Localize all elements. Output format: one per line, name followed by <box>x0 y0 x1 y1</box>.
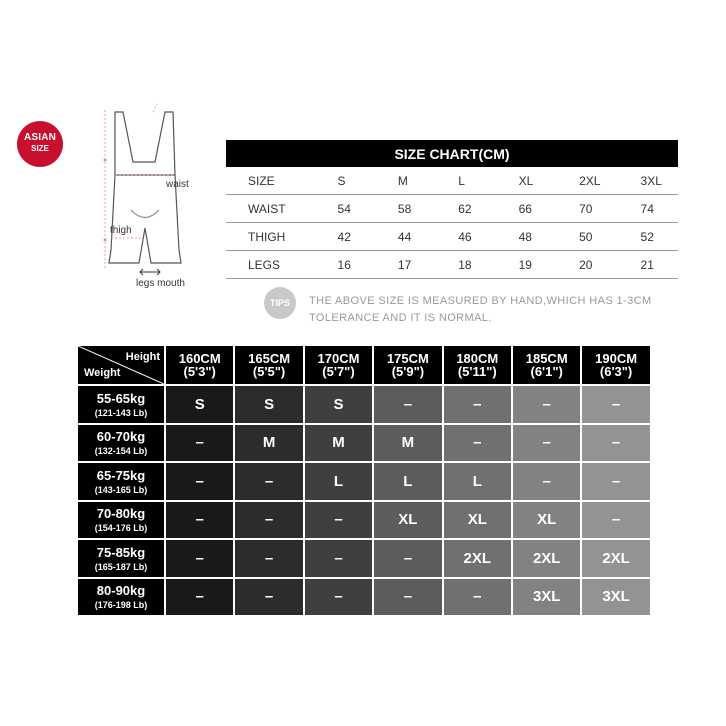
size-chart-row <box>226 251 678 279</box>
weight-row-header <box>78 425 166 464</box>
size-guide-cell <box>235 579 304 618</box>
weight-kg: 65-75kg <box>96 467 146 483</box>
size-guide-value: – <box>264 472 274 490</box>
size-guide-value: – <box>334 549 343 567</box>
height-ft: (5'11") <box>457 364 497 379</box>
size-guide-cell <box>235 502 304 541</box>
weight-lb: (121-143 Lb) <box>94 407 148 418</box>
height-cm: 185CM <box>525 351 568 366</box>
size-guide-value: S <box>264 395 275 413</box>
size-guide-value: – <box>542 472 551 490</box>
size-guide-cell <box>235 540 304 579</box>
tips-line1: THE ABOVE SIZE IS MEASURED BY HAND,WHICH HAS 1-3CM <box>309 295 652 307</box>
size-chart-cell: 66 <box>495 195 556 223</box>
size-guide-value: – <box>264 588 274 606</box>
height-header <box>582 346 651 386</box>
height-cm: 160CM <box>178 351 221 366</box>
height-header <box>374 346 443 386</box>
size-guide-value: – <box>403 588 413 606</box>
size-guide-value: – <box>334 588 343 606</box>
weight-lb: (143-165 Lb) <box>94 484 148 495</box>
size-guide-value: – <box>264 511 274 529</box>
size-guide-value: L <box>403 472 413 490</box>
size-chart-cell: 18 <box>434 251 494 279</box>
size-guide-value: – <box>473 588 482 606</box>
size-chart-cell: 50 <box>555 223 616 251</box>
size-guide-cell <box>305 579 374 618</box>
tips-line2: TOLERANCE AND IT IS NORMAL. <box>309 312 492 324</box>
size-chart-cell: L <box>434 167 494 195</box>
size-guide-cell <box>235 425 304 464</box>
size-guide-value: – <box>403 549 413 567</box>
size-guide-value: S <box>194 395 205 413</box>
size-guide-value: 2XL <box>463 549 492 567</box>
size-guide-cell <box>166 425 235 464</box>
height-header <box>444 346 513 386</box>
size-chart-cell: 74 <box>617 195 678 223</box>
weight-row-header <box>78 540 166 579</box>
size-chart-cell: 52 <box>617 223 678 251</box>
badge-line2: SIZE <box>31 144 49 153</box>
size-guide-value: – <box>611 472 621 490</box>
size-chart-row-label: THIGH <box>226 223 314 251</box>
size-guide-value: – <box>542 434 551 452</box>
size-guide-cell <box>444 425 513 464</box>
size-guide-value: – <box>195 511 204 529</box>
weight-kg: 55-65kg <box>96 390 146 406</box>
weight-kg: 70-80kg <box>96 506 146 522</box>
size-chart-cell: 48 <box>495 223 556 251</box>
tips-icon: TIPS <box>264 287 296 319</box>
size-chart-row <box>226 223 678 251</box>
weight-row-header <box>78 502 166 541</box>
size-chart-title: SIZE CHART(CM) <box>226 140 678 167</box>
size-chart-row-label: WAIST <box>226 195 314 223</box>
size-chart-cell: 58 <box>374 195 434 223</box>
size-guide-value: XL <box>537 511 557 529</box>
size-guide-cell <box>166 386 235 425</box>
height-header <box>305 346 374 386</box>
size-guide-cell <box>305 386 374 425</box>
size-guide-value: – <box>403 395 413 413</box>
size-guide-value: M <box>262 434 276 452</box>
size-chart-cell: 19 <box>495 251 556 279</box>
size-chart-cell: 21 <box>617 251 678 279</box>
size-chart-cell: XL <box>495 167 556 195</box>
size-guide-cell <box>444 502 513 541</box>
size-chart-cell: 54 <box>314 195 374 223</box>
size-guide-cell <box>582 579 651 618</box>
height-ft: (5'9") <box>391 364 425 379</box>
size-guide-value: – <box>611 395 621 413</box>
weight-row-header <box>78 579 166 618</box>
size-guide-value: 2XL <box>532 549 561 567</box>
size-guide-value: M <box>332 434 345 452</box>
size-chart-cell: 3XL <box>617 167 678 195</box>
height-ft: (6'3") <box>599 364 633 379</box>
size-guide-value: – <box>264 549 274 567</box>
size-guide-cell <box>513 502 582 541</box>
legs-mouth-arrow-icon <box>138 268 162 276</box>
size-guide-cell <box>444 579 513 618</box>
size-guide-value: – <box>195 549 204 567</box>
size-guide-cell <box>166 502 235 541</box>
weight-kg: 80-90kg <box>96 583 146 599</box>
size-guide-value: 3XL <box>602 588 630 606</box>
size-guide-cell <box>166 579 235 618</box>
size-chart-cell: 62 <box>434 195 494 223</box>
weight-lb: (154-176 Lb) <box>94 523 148 534</box>
size-guide-cell <box>305 463 374 502</box>
size-guide-cell <box>374 386 443 425</box>
size-guide-cell <box>444 540 513 579</box>
thigh-label: thigh <box>110 225 132 236</box>
size-guide-cell <box>582 502 651 541</box>
size-guide-value: L <box>333 472 344 490</box>
size-guide-value: S <box>333 395 344 413</box>
size-chart-cell: 20 <box>555 251 616 279</box>
size-guide-value: – <box>334 511 343 529</box>
height-cm: 175CM <box>386 351 429 366</box>
size-guide-value: 3XL <box>532 588 561 606</box>
weight-kg: 60-70kg <box>96 429 146 445</box>
size-guide-value: – <box>611 434 621 452</box>
size-chart-cell: 16 <box>314 251 374 279</box>
size-chart-header-row <box>226 167 678 195</box>
badge-line1: ASIAN <box>23 132 57 143</box>
size-chart-cell: 46 <box>434 223 494 251</box>
size-guide-cell <box>374 463 443 502</box>
height-weight-size-guide <box>78 346 648 616</box>
corner-height-label: Height <box>125 351 160 363</box>
weight-kg: 75-85kg <box>96 544 146 560</box>
weight-lb: (165-187 Lb) <box>94 561 148 572</box>
weight-row-header <box>78 386 166 425</box>
waist-label: waist <box>166 179 189 190</box>
size-guide-cell <box>444 463 513 502</box>
size-guide-cell <box>235 463 304 502</box>
height-header <box>235 346 304 386</box>
weight-row-header <box>78 463 166 502</box>
size-guide-cell <box>374 579 443 618</box>
legs-mouth-label: legs mouth <box>136 278 185 289</box>
size-guide-cell <box>374 425 443 464</box>
size-guide-cell <box>305 425 374 464</box>
size-guide-cell <box>513 579 582 618</box>
size-guide-cell <box>513 463 582 502</box>
size-chart-table <box>226 140 678 279</box>
size-guide-value: – <box>473 395 482 413</box>
height-cm: 170CM <box>317 351 360 366</box>
size-guide-value: – <box>195 472 204 490</box>
size-guide-value: XL <box>398 511 418 529</box>
height-header <box>513 346 582 386</box>
size-guide-cell <box>513 540 582 579</box>
size-guide-cell <box>374 540 443 579</box>
corner-weight-label: Weight <box>84 367 121 379</box>
size-chart-row-label: SIZE <box>226 167 314 195</box>
size-chart-cell: 70 <box>555 195 616 223</box>
size-chart-row <box>226 195 678 223</box>
size-chart-row-label: LEGS <box>226 251 314 279</box>
size-chart-cell: 17 <box>374 251 434 279</box>
size-chart-cell: 2XL <box>555 167 616 195</box>
size-guide-cell <box>374 502 443 541</box>
size-guide-cell <box>305 502 374 541</box>
tips-text <box>309 293 652 327</box>
guide-corner-cell <box>78 346 166 386</box>
size-guide-cell <box>582 463 651 502</box>
size-guide-cell <box>444 386 513 425</box>
size-guide-cell <box>513 425 582 464</box>
height-header <box>166 346 235 386</box>
size-guide-value: M <box>401 434 415 452</box>
size-guide-cell <box>305 540 374 579</box>
size-guide-cell <box>166 463 235 502</box>
weight-lb: (132-154 Lb) <box>94 446 148 457</box>
height-ft: (5'5") <box>252 364 286 379</box>
size-guide-cell <box>513 386 582 425</box>
height-cm: 190CM <box>595 351 638 366</box>
size-guide-cell <box>235 386 304 425</box>
weight-lb: (176-198 Lb) <box>94 600 148 611</box>
size-guide-value: – <box>195 588 204 606</box>
size-chart-cell: 44 <box>374 223 434 251</box>
height-ft: (5'7") <box>322 364 355 379</box>
size-guide-cell <box>582 425 651 464</box>
size-guide-value: – <box>611 511 621 529</box>
asian-size-badge <box>17 121 63 167</box>
size-guide-cell <box>582 540 651 579</box>
size-guide-value: – <box>195 434 204 452</box>
size-chart-cell: 42 <box>314 223 374 251</box>
size-guide-value: – <box>473 434 482 452</box>
height-cm: 180CM <box>456 351 499 366</box>
size-guide-value: L <box>472 472 482 490</box>
size-guide-value: – <box>542 395 551 413</box>
height-cm: 165CM <box>248 351 291 366</box>
height-ft: (5'3") <box>183 364 216 379</box>
size-guide-value: 2XL <box>602 549 630 567</box>
size-guide-cell <box>582 386 651 425</box>
size-chart-cell: S <box>314 167 374 195</box>
size-guide-cell <box>166 540 235 579</box>
size-chart-cell: M <box>374 167 434 195</box>
size-guide-value: XL <box>467 511 487 529</box>
height-ft: (6'1") <box>530 364 563 379</box>
